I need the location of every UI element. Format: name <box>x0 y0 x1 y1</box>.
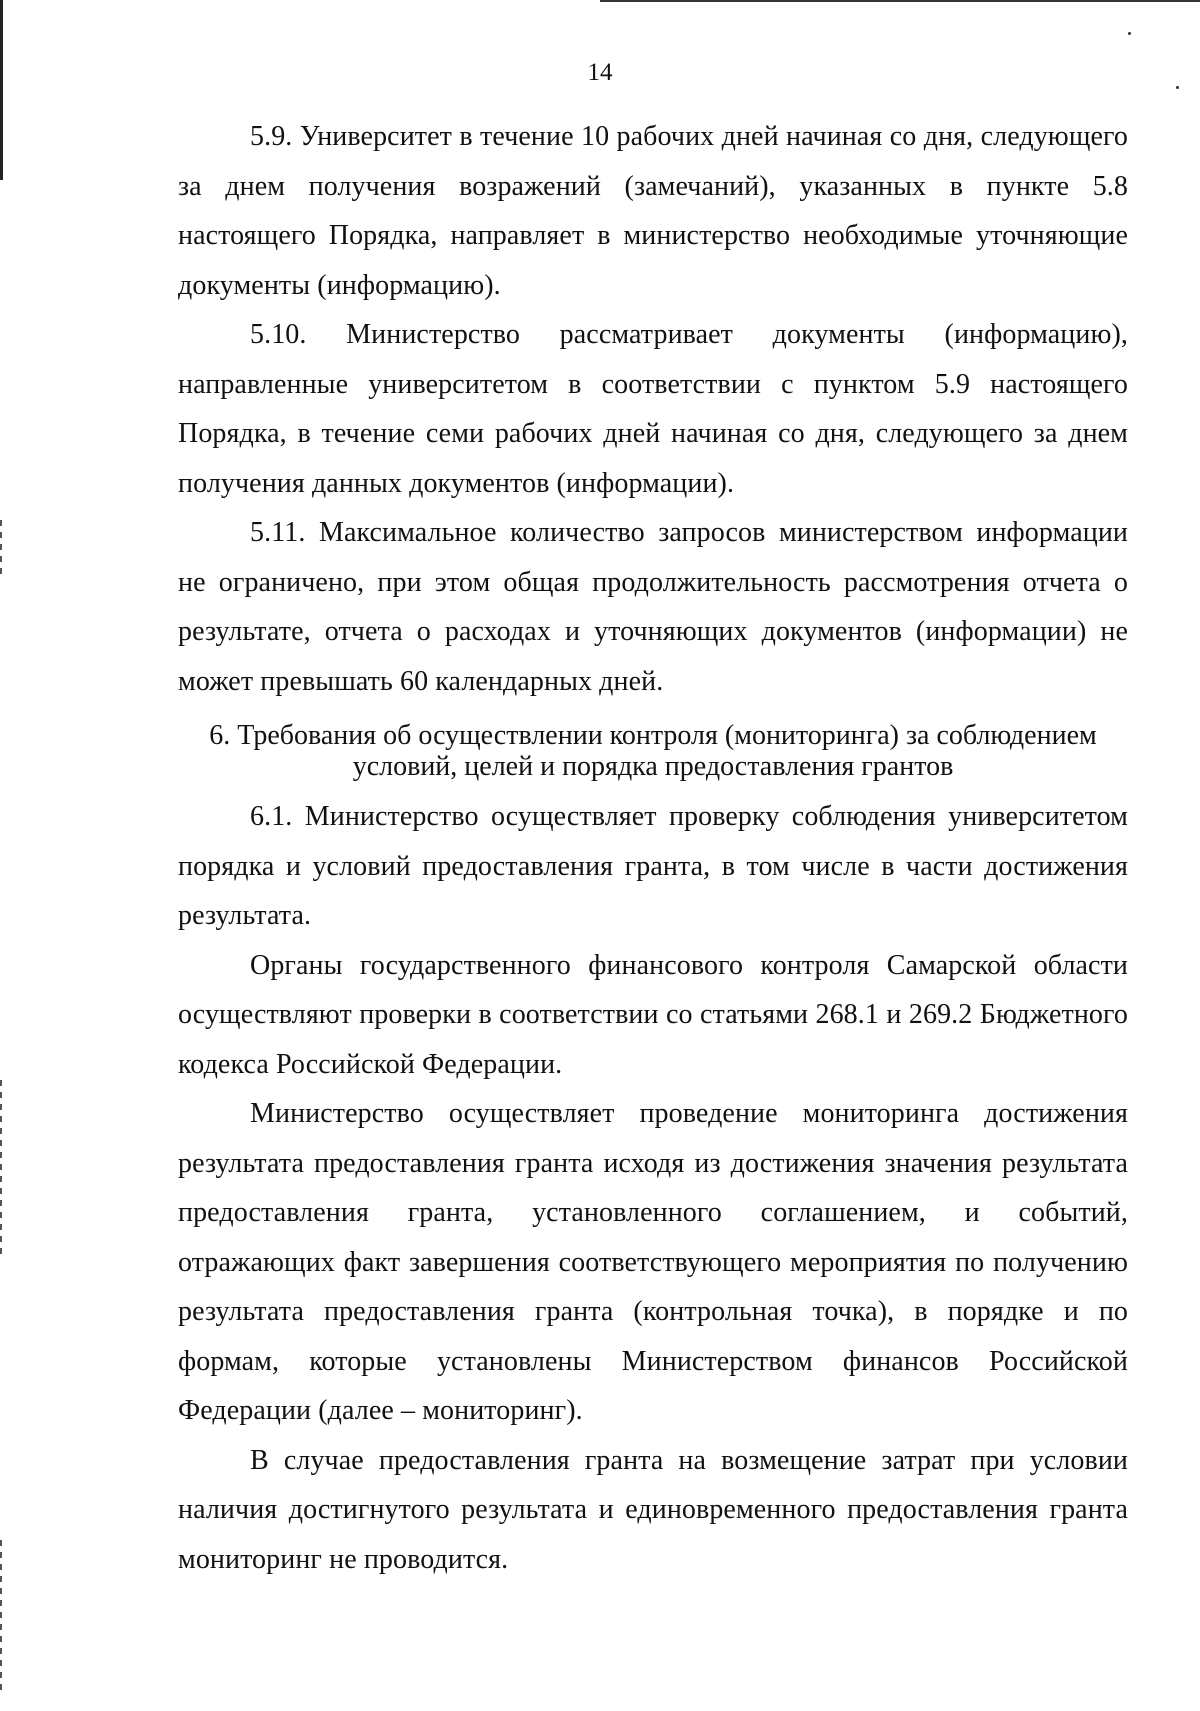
scan-edge-line-left <box>0 0 3 180</box>
paragraph-monitoring: Министерство осуществляет проведение мониторинга достижения результата предоставления гранта исходя из достижения значения результата предоставления гранта, установленного соглашением, и событий, отражающих факт завершения соответствующего мероприятия по получению результата предоставления гранта (контрольная точка), в порядке и по формам, которые установлены Министерством финансов Российской Федерации (далее – мониторинг). <box>178 1098 1128 1426</box>
page-number: 14 <box>587 59 613 86</box>
section-6-heading-line-2: условий, целей и порядка предоставления грантов <box>352 751 954 782</box>
scan-edge-mark <box>0 1540 2 1690</box>
paragraph-5-11: 5.11. Максимальное количество запросов министерством информации не ограничено, при этом общая продолжительность рассмотрения отчета о результате, отчета о расходах и уточняющих документов (информации) не может превышать 60 календарных дней. <box>178 517 1128 697</box>
section-6-heading <box>178 720 1128 782</box>
paragraph-6-1: 6.1. Министерство осуществляет проверку соблюдения университетом порядка и условий предоставления гранта, в том числе в части достижения результата. <box>178 801 1128 931</box>
paragraph-control-bodies: Органы государственного финансового контроля Самарской области осуществляют проверки в соответствии со статьями 268.1 и 269.2 Бюджетного кодекса Российской Федерации. <box>178 949 1128 1080</box>
scan-speck <box>1128 32 1131 35</box>
paragraph-5-10: 5.10. Министерство рассматривает документы (информацию), направленные университетом в соответствии с пунктом 5.9 настоящего Порядка, в течение семи рабочих дней начиная со дня, следующего за днем получения данных документов (информации). <box>178 319 1128 499</box>
paragraph-reimbursement: В случае предоставления гранта на возмещение затрат при условии наличия достигнутого результата и единовременного предоставления гранта мониторинг не проводится. <box>178 1444 1128 1575</box>
section-6-heading-line-1: 6. Требования об осуществлении контроля (мониторинга) за соблюдением <box>209 720 1097 751</box>
scan-edge-mark <box>0 1080 2 1260</box>
paragraph-5-9: 5.9. Университет в течение 10 рабочих дней начиная со дня, следующего за днем получения возражений (замечаний), указанных в пункте 5.8 настоящего Порядка, направляет в министерство необходимые уточняющие документы (информацию). <box>178 121 1128 301</box>
document-body <box>178 112 1128 1584</box>
scan-edge-mark <box>0 520 2 580</box>
scan-edge-line-top <box>600 0 1200 2</box>
